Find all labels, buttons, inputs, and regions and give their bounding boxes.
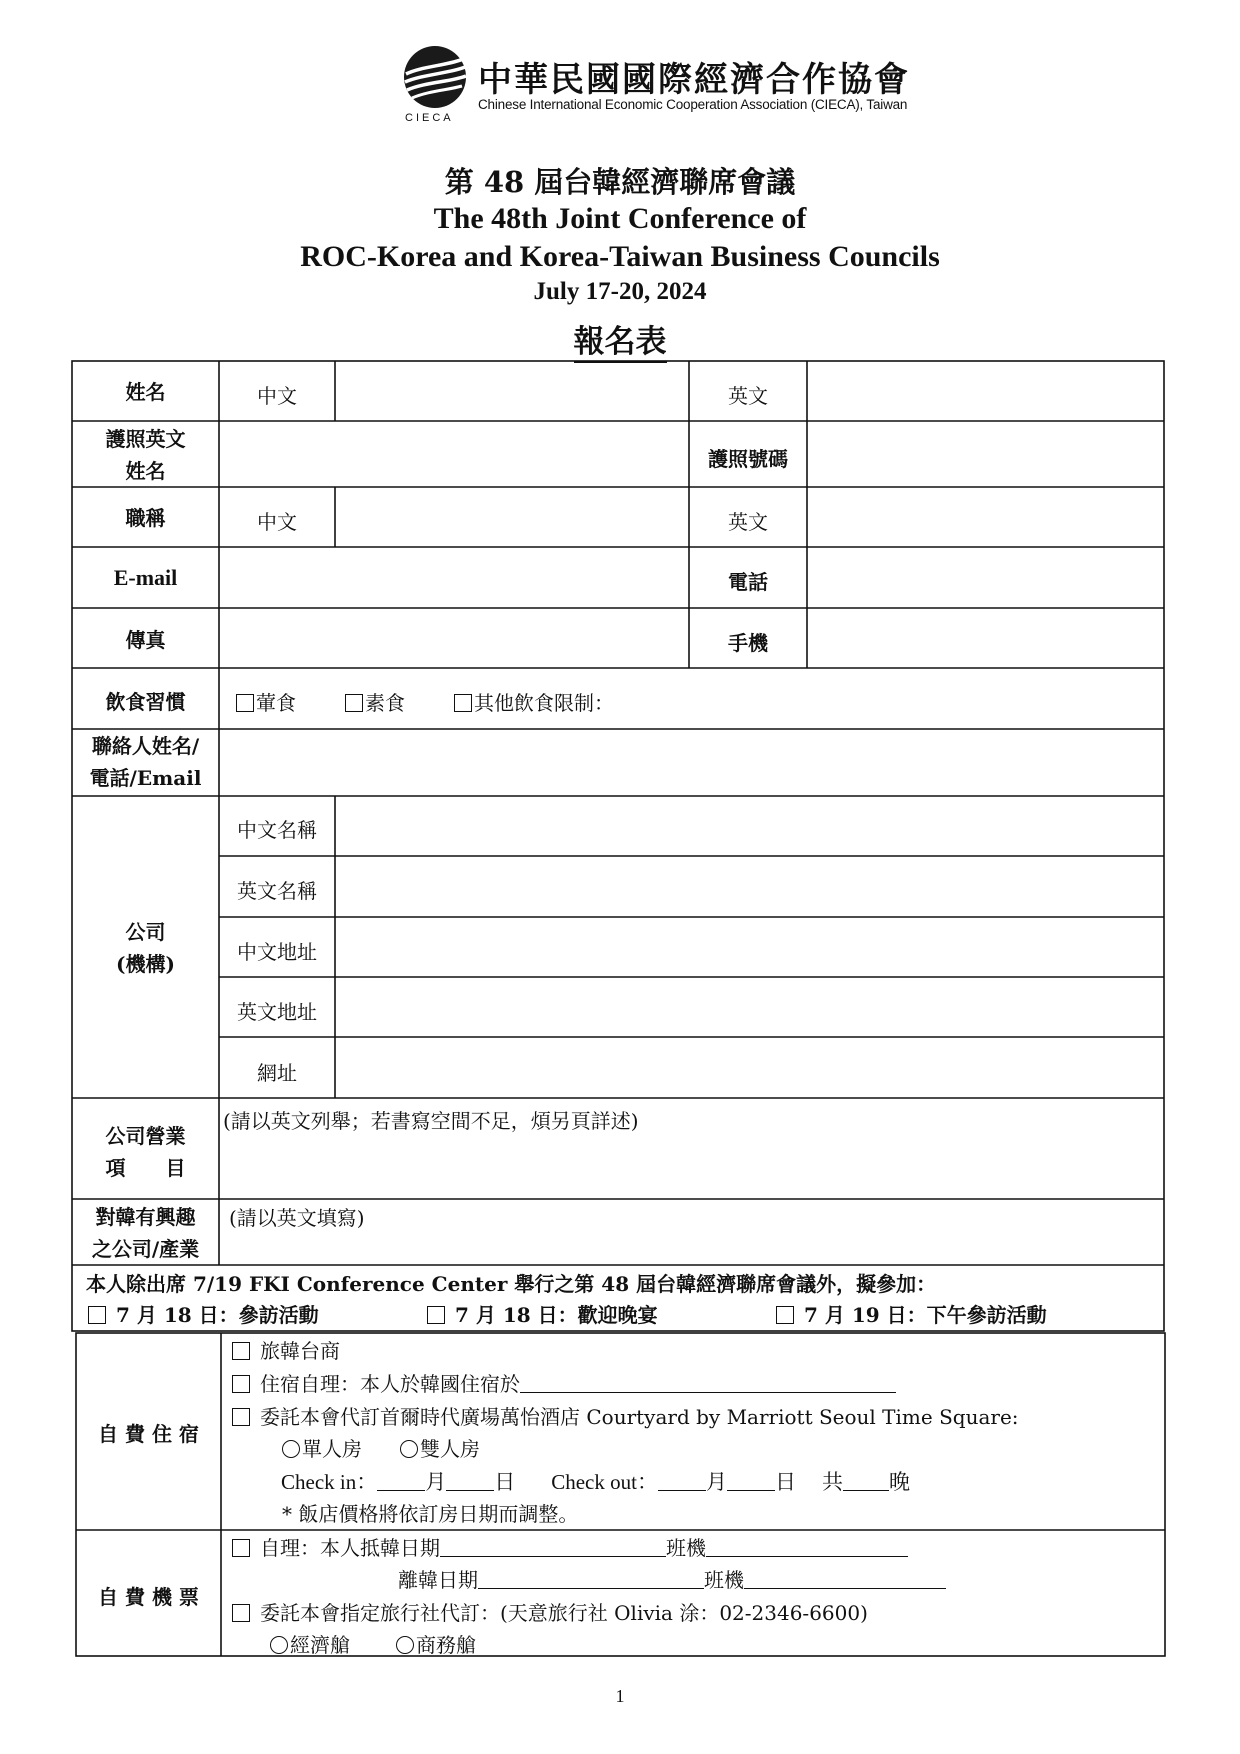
diet-meat-checkbox[interactable] [236,694,254,712]
job-title-en-label: 英文 [728,510,768,534]
diet-other-checkbox[interactable] [454,694,472,712]
company-label-line1: 公司 [125,920,166,944]
checkout-month-blank[interactable] [658,1472,706,1491]
job-title-en-field[interactable] [809,489,1162,545]
checkout-day-label: 日 [774,1470,796,1494]
business-label-line1: 公司營業 [105,1124,186,1148]
total-label: 共 [821,1470,843,1494]
contact-label-line2: 電話/Email [89,766,202,790]
event-option-2[interactable] [427,1299,658,1328]
checkout-month-label: 月 [705,1470,727,1494]
org-name-en: Chinese International Economic Cooperation Association (CIECA), Taiwan [478,97,908,112]
org-abbr: CIECA [405,112,454,124]
hotel-label: 自 費 住 宿 [98,1422,199,1446]
room-single-text: 單人房 [302,1437,362,1461]
flight-2-text: 委託本會指定旅行社代訂：(天意旅行社 Olivia 涂：02-2346-6600) [260,1601,868,1625]
departure-label: 離韓日期 [398,1568,478,1592]
room-single-radio[interactable] [282,1440,300,1458]
event-2-text: 7 月 18 日：歡迎晚宴 [455,1303,658,1327]
fax-label: 傳真 [125,628,166,652]
diet-veg-checkbox[interactable] [345,694,363,712]
arrival-date-blank[interactable] [440,1538,666,1557]
contact-field[interactable] [221,731,1162,794]
company-website-field[interactable] [337,1039,1162,1096]
business-radio[interactable] [396,1636,414,1654]
passport-name-field[interactable] [221,423,687,485]
check-dates-row [281,1466,910,1496]
job-title-label: 職稱 [125,506,166,530]
diet-veg-text: 素食 [365,691,405,715]
title-date: July 17-20, 2024 [533,278,707,305]
hotel-place-blank[interactable] [520,1374,896,1393]
fax-field[interactable] [221,610,687,666]
arrival-flight-blank[interactable] [706,1538,908,1557]
event-3-text: 7 月 19 日：下午參訪活動 [804,1303,1047,1327]
interest-field[interactable] [221,1228,1162,1263]
flight-option-1[interactable] [232,1532,908,1561]
arrival-flight-label: 班機 [666,1536,706,1560]
phone-field[interactable] [809,549,1162,606]
diet-option-veg[interactable] [345,687,405,716]
interest-label-line1: 對韓有興趣 [95,1205,196,1229]
business-text: 商務艙 [416,1633,476,1657]
phone-label: 電話 [728,570,768,594]
company-website-label: 網址 [257,1061,297,1085]
hotel-1-text: 旅韓台商 [260,1339,340,1363]
hotel-3-checkbox[interactable] [232,1408,250,1426]
nights-blank[interactable] [843,1472,889,1491]
event-3-checkbox[interactable] [776,1306,794,1324]
name-en-field[interactable] [809,363,1162,419]
flight-1-checkbox[interactable] [232,1539,250,1557]
company-address-en-field[interactable] [337,979,1162,1035]
flight-1-text: 自理：本人抵韓日期 [260,1536,440,1560]
checkin-day-label: 日 [494,1470,516,1494]
interest-label-line2: 之公司/產業 [91,1237,200,1261]
economy-radio[interactable] [270,1636,288,1654]
diet-option-meat[interactable] [236,687,296,716]
job-title-cn-label: 中文 [257,510,297,534]
departure-date-blank[interactable] [478,1570,704,1589]
name-en-label: 英文 [728,384,768,408]
flight-option-2[interactable] [232,1597,868,1626]
passport-number-field[interactable] [809,423,1162,485]
event-2-checkbox[interactable] [427,1306,445,1324]
event-option-3[interactable] [776,1299,1047,1328]
title-en-line1: The 48th Joint Conference of [433,202,807,235]
departure-flight-label: 班機 [704,1568,744,1592]
departure-row [398,1564,946,1593]
flight-2-checkbox[interactable] [232,1604,250,1622]
passport-name-label-line2: 姓名 [125,459,166,483]
hotel-option-3[interactable] [232,1401,1019,1430]
hotel-2-checkbox[interactable] [232,1375,250,1393]
hotel-option-2[interactable] [232,1368,896,1397]
event-option-1[interactable] [88,1299,319,1328]
checkin-label: Check in： [281,1470,378,1494]
contact-label-line1: 聯絡人姓名/ [91,734,200,758]
page-number: 1 [615,1686,625,1706]
diet-option-other[interactable] [454,687,614,716]
business-label-line2: 項 目 [105,1156,186,1180]
company-address-cn-label: 中文地址 [237,940,317,964]
business-note: (請以英文列舉；若書寫空間不足，煩另頁詳述) [223,1109,639,1133]
flight-label: 自 費 機 票 [98,1585,199,1609]
mobile-field[interactable] [809,610,1162,666]
hotel-option-1[interactable] [232,1335,340,1364]
checkin-day-blank[interactable] [446,1472,494,1491]
event-1-text: 7 月 18 日：參訪活動 [116,1303,319,1327]
diet-meat-text: 葷食 [256,691,296,715]
email-field[interactable] [221,549,687,606]
cabin-row [270,1629,476,1658]
event-1-checkbox[interactable] [88,1306,106,1324]
hotel-3-text: 委託本會代訂首爾時代廣場萬怡酒店 Courtyard by Marriott Seoul Time Square: [260,1405,1019,1429]
company-name-en-field[interactable] [337,858,1162,915]
economy-text: 經濟艙 [290,1633,350,1657]
interest-note: (請以英文填寫) [229,1206,365,1230]
company-name-cn-field[interactable] [337,798,1162,854]
title-en-line2: ROC-Korea and Korea-Taiwan Business Councils [300,240,940,273]
title-cn: 第 48 屆台韓經濟聯席會議 [444,165,796,199]
company-name-cn-label: 中文名稱 [237,818,317,842]
hotel-price-note: * 飯店價格將依訂房日期而調整。 [282,1502,579,1526]
checkout-label: Check out： [551,1470,658,1494]
hotel-2-text: 住宿自理：本人於韓國住宿於 [260,1372,520,1396]
mobile-label: 手機 [728,631,768,655]
checkin-month-label: 月 [425,1470,447,1494]
business-field[interactable] [221,1135,1162,1197]
hotel-1-checkbox[interactable] [232,1342,250,1360]
name-cn-field[interactable] [337,363,687,419]
room-double-radio[interactable] [400,1440,418,1458]
checkout-day-blank[interactable] [727,1472,775,1491]
email-label: E-mail [113,565,178,590]
passport-name-label-line1: 護照英文 [105,427,186,451]
form-name-text: 報名表 [574,324,667,363]
room-double-text: 雙人房 [420,1437,480,1461]
nights-label: 晚 [888,1470,910,1494]
name-cn-label: 中文 [257,384,297,408]
company-address-en-label: 英文地址 [237,1000,317,1024]
diet-label: 飲食習慣 [105,690,186,714]
company-address-cn-field[interactable] [337,919,1162,975]
org-name-cn: 中華民國國際經濟合作協會 [478,60,910,100]
company-name-en-label: 英文名稱 [237,879,317,903]
departure-flight-blank[interactable] [744,1570,946,1589]
company-label-line2: (機構) [116,952,175,976]
passport-number-label: 護照號碼 [708,447,788,471]
room-type-row [282,1433,480,1462]
diet-other-text: 其他飲食限制： [474,691,614,715]
name-label: 姓名 [125,380,166,404]
job-title-cn-field[interactable] [337,489,687,545]
events-intro: 本人除出席 7/19 FKI Conference Center 舉行之第 48 屆台韓經濟聯席會議外，擬參加： [86,1272,937,1296]
checkin-month-blank[interactable] [377,1472,425,1491]
